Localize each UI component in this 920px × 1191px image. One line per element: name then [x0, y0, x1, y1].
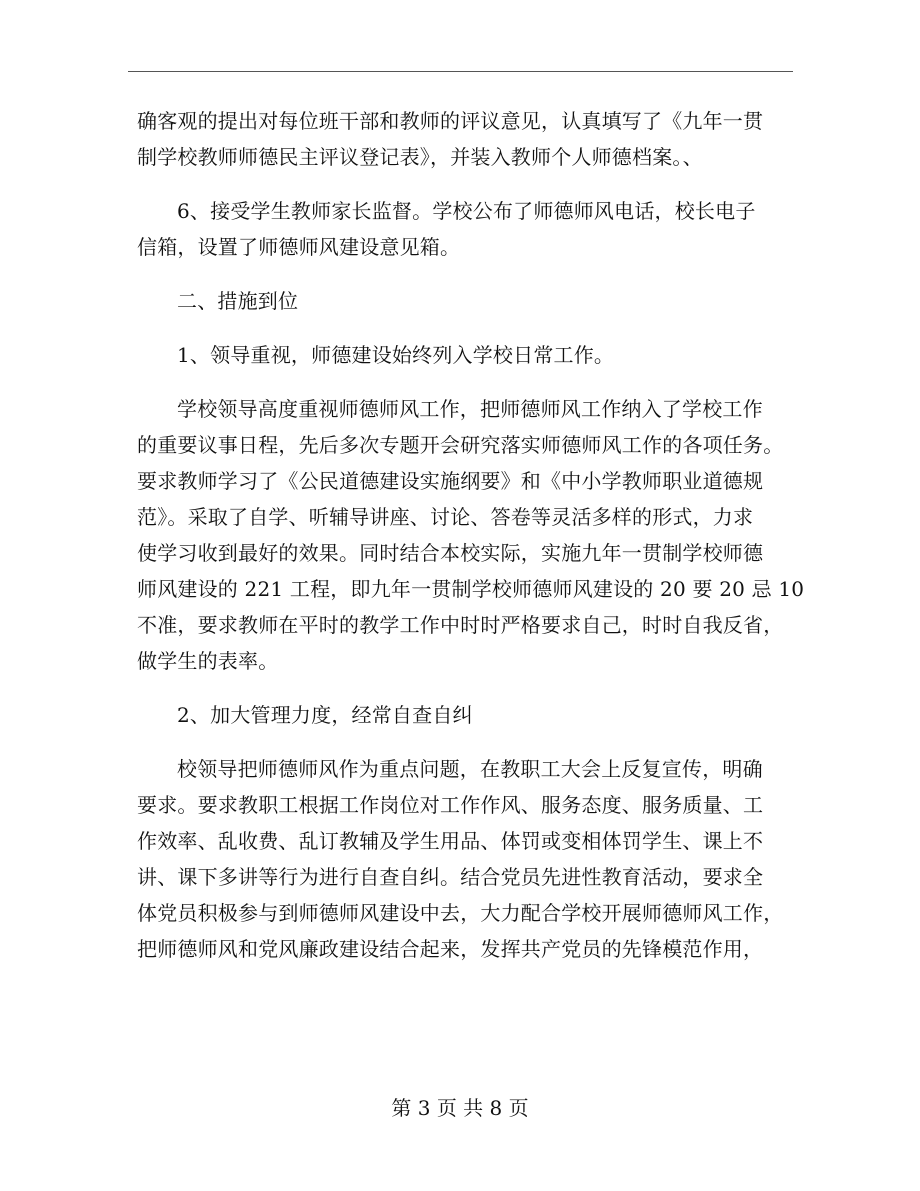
paragraph-supervision: [137, 193, 797, 265]
subsection-heading: 2、加大管理力度，经常自查自纠: [177, 703, 473, 727]
page-number-footer: 第 3 页 共 8 页: [391, 1096, 529, 1120]
text-line: 使学习收到最好的效果。同时结合本校实际，实施九年一贯制学校师德: [137, 541, 764, 565]
text-line: 不准，要求教师在平时的教学工作中时时严格要求自己，时时自我反省，: [137, 613, 784, 637]
header-rule: [128, 71, 793, 72]
text-line: 6、接受学生教师家长监督。学校公布了师德师风电话，校长电子: [177, 199, 756, 223]
text-line: 把师德师风和党风廉政建设结合起来，发挥共产党员的先锋模范作用，: [137, 937, 764, 961]
text-line: 作效率、乱收费、乱订教辅及学生用品、体罚或变相体罚学生、课上不: [137, 829, 764, 853]
paragraph-evaluation: [137, 103, 797, 175]
text-line: 校领导把师德师风作为重点问题，在教职工大会上反复宣传，明确: [177, 757, 763, 781]
text-line: 确客观的提出对每位班干部和教师的评议意见，认真填写了《九年一贯: [137, 109, 764, 133]
text-line: 制学校教师师德民主评议登记表》，并装入教师个人师德档案。、: [137, 145, 703, 169]
text-line: 的重要议事日程，先后多次专题开会研究落实师德师风工作的各项任务。: [137, 433, 784, 457]
text-line: 师风建设的 221 工程，即九年一贯制学校师德师风建设的 20 要 20 忌 10: [137, 577, 805, 601]
text-line: 范》。采取了自学、听辅导讲座、讨论、答卷等灵活多样的形式，力求: [137, 505, 754, 529]
paragraph-leadership: [137, 391, 805, 679]
text-line: 做学生的表率。: [137, 649, 279, 673]
subsection-heading: 1、领导重视，师德建设始终列入学校日常工作。: [177, 343, 615, 367]
text-line: 要求教师学习了《公民道德建设实施纲要》和《中小学教师职业道德规: [137, 469, 764, 493]
text-line: 要求。要求教职工根据工作岗位对工作作风、服务态度、服务质量、工: [137, 793, 764, 817]
text-line: 体党员积极参与到师德师风建设中去，大力配合学校开展师德师风工作，: [137, 901, 784, 925]
text-line: 讲、课下多讲等行为进行自查自纠。结合党员先进性教育活动，要求全: [137, 865, 764, 889]
document-body: [137, 103, 805, 967]
section-heading: 二、措施到位: [177, 289, 299, 313]
text-line: 信箱，设置了师德师风建设意见箱。: [137, 235, 461, 259]
paragraph-management: [137, 751, 797, 967]
text-line: 学校领导高度重视师德师风工作，把师德师风工作纳入了学校工作: [177, 397, 763, 421]
